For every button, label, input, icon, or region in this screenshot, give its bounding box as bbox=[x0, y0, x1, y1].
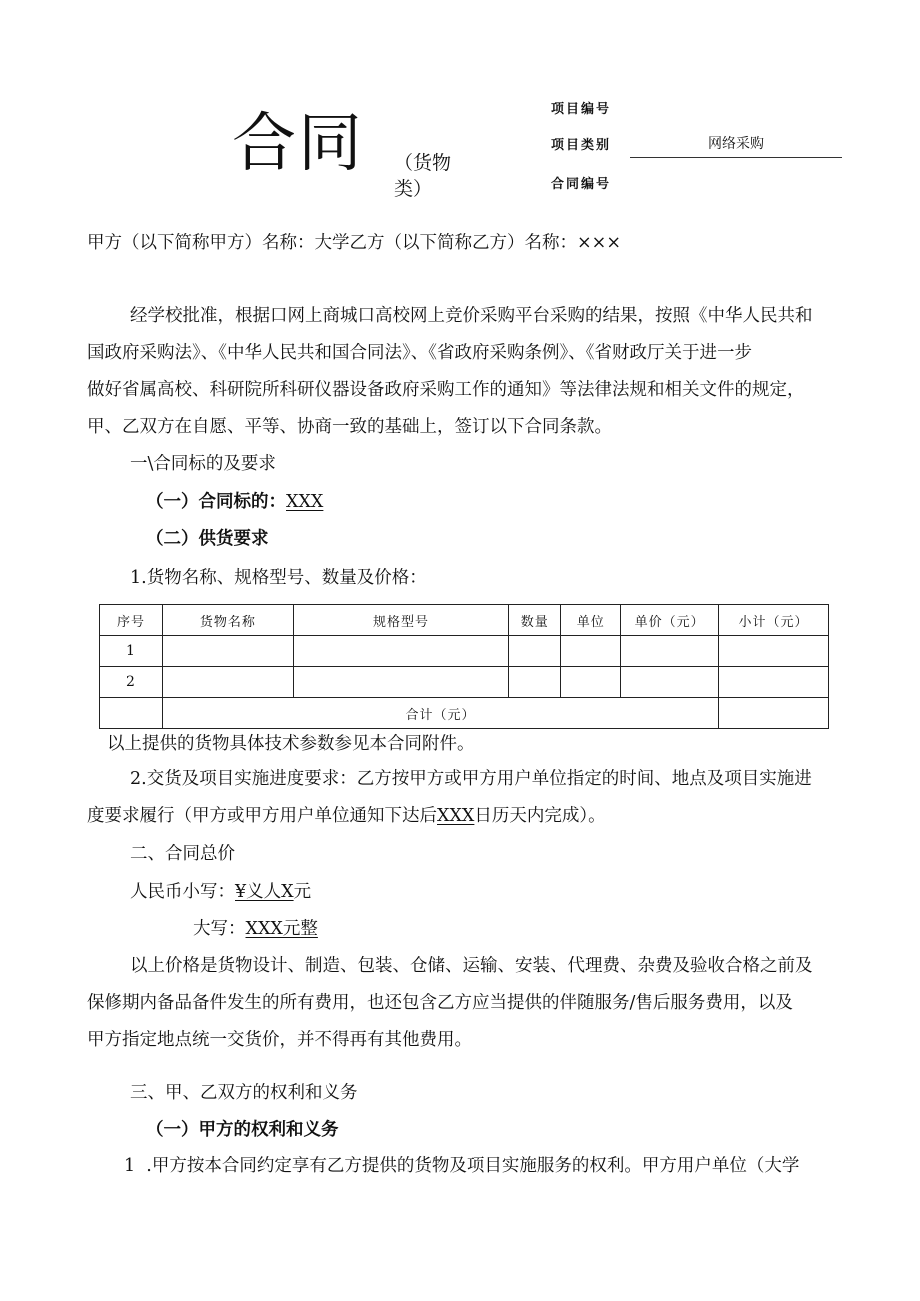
cell bbox=[293, 667, 509, 698]
price-desc-line-2: 保修期内备品备件发生的所有费用，也还包含乙方应当提供的伴随服务/售后服务费用，以及 bbox=[87, 993, 793, 1013]
goods-item-1: 1.货物名称、规格型号、数量及价格： bbox=[130, 568, 427, 588]
table-row bbox=[100, 667, 829, 698]
delivery-days-value: XXX bbox=[437, 806, 475, 826]
delivery-line-2 bbox=[87, 804, 606, 828]
section-2-title: 二、合同总价 bbox=[130, 844, 235, 864]
cell bbox=[509, 636, 561, 667]
cell bbox=[561, 636, 621, 667]
delivery-line-2-suffix: 日历天内完成）。 bbox=[474, 806, 606, 826]
total-value bbox=[719, 698, 829, 729]
cell bbox=[561, 667, 621, 698]
cell bbox=[162, 667, 293, 698]
row-serial: 1 bbox=[100, 636, 163, 667]
parties-line: 甲方（以下简称甲方）名称：大学乙方（以下简称乙方）名称：××× bbox=[87, 233, 621, 253]
price-lowercase-unit: 元 bbox=[293, 882, 312, 902]
section-3-title: 三、甲、乙双方的权利和义务 bbox=[130, 1083, 358, 1103]
price-desc-line-3: 甲方指定地点统一交货价，并不得再有其他费用。 bbox=[87, 1030, 472, 1050]
contract-subject-value: XXX bbox=[286, 492, 324, 512]
project-type-label: 项目类别 bbox=[551, 138, 612, 153]
price-lowercase bbox=[130, 880, 311, 904]
project-type-value: 网络采购 bbox=[630, 133, 842, 158]
cell bbox=[293, 636, 509, 667]
subtitle-line-1: （货物 bbox=[394, 152, 452, 174]
header-unit: 单位 bbox=[561, 605, 621, 636]
cell bbox=[509, 667, 561, 698]
party-a-item-1: 1 .甲方按本合同约定享有乙方提供的货物及项目实施服务的权利。甲方用户单位（大学 bbox=[124, 1156, 800, 1176]
price-uppercase-label: 大写： bbox=[193, 919, 246, 939]
price-lowercase-label: 人民币小写： bbox=[130, 882, 235, 902]
intro-line-3: 做好省属高校、科研院所科研仪器设备政府采购工作的通知》等法律法规和相关文件的规定， bbox=[87, 380, 805, 400]
header-serial: 序号 bbox=[100, 605, 163, 636]
intro-line-4: 甲、乙双方在自愿、平等、协商一致的基础上，签订以下合同条款。 bbox=[87, 417, 612, 437]
party-a-rights-heading: （一）甲方的权利和义务 bbox=[146, 1120, 339, 1140]
contract-subject-label: （一）合同标的： bbox=[146, 492, 286, 512]
table-total-row bbox=[100, 698, 829, 729]
supply-requirements-heading: （二）供货要求 bbox=[146, 529, 269, 549]
header-quantity: 数量 bbox=[509, 605, 561, 636]
project-number-label: 项目编号 bbox=[551, 102, 612, 117]
header-subtotal: 小计（元） bbox=[719, 605, 829, 636]
cell bbox=[162, 636, 293, 667]
subtitle-line-2: 类） bbox=[394, 178, 433, 200]
cell bbox=[621, 667, 719, 698]
intro-line-1: 经学校批准，根据口网上商城口高校网上竞价采购平台采购的结果，按照《中华人民共和 bbox=[130, 306, 813, 326]
intro-line-2: 国政府采购法》、《中华人民共和国合同法》、《省政府采购条例》、《省财政厅关于进一步 bbox=[87, 343, 752, 363]
price-lowercase-value: ¥义人X bbox=[235, 882, 294, 902]
cell bbox=[100, 698, 163, 729]
contract-title: 合同 bbox=[232, 107, 364, 181]
after-table-note: 以上提供的货物具体技术参数参见本合同附件。 bbox=[107, 734, 475, 754]
total-label: 合计（元） bbox=[162, 698, 718, 729]
delivery-line-2-prefix: 度要求履行（甲方或甲方用户单位通知下达后 bbox=[87, 806, 437, 826]
contract-number-label: 合同编号 bbox=[551, 177, 612, 192]
cell bbox=[719, 636, 829, 667]
table-row bbox=[100, 636, 829, 667]
price-desc-line-1: 以上价格是货物设计、制造、包装、仓储、运输、安装、代理费、杂费及验收合格之前及 bbox=[130, 956, 813, 976]
price-uppercase bbox=[193, 917, 318, 941]
cell bbox=[719, 667, 829, 698]
header-unit-price: 单价（元） bbox=[621, 605, 719, 636]
contract-type-subtitle bbox=[394, 150, 454, 202]
contract-subject bbox=[146, 490, 323, 514]
header-spec-model: 规格型号 bbox=[293, 605, 509, 636]
delivery-line-1: 2.交货及项目实施进度要求：乙方按甲方或甲方用户单位指定的时间、地点及项目实施进 bbox=[130, 769, 812, 789]
table-header-row bbox=[100, 605, 829, 636]
goods-table bbox=[99, 604, 829, 729]
section-1-title: 一\合同标的及要求 bbox=[130, 454, 276, 474]
cell bbox=[621, 636, 719, 667]
price-uppercase-value: XXX元整 bbox=[245, 919, 318, 939]
header-goods-name: 货物名称 bbox=[162, 605, 293, 636]
row-serial: 2 bbox=[100, 667, 163, 698]
